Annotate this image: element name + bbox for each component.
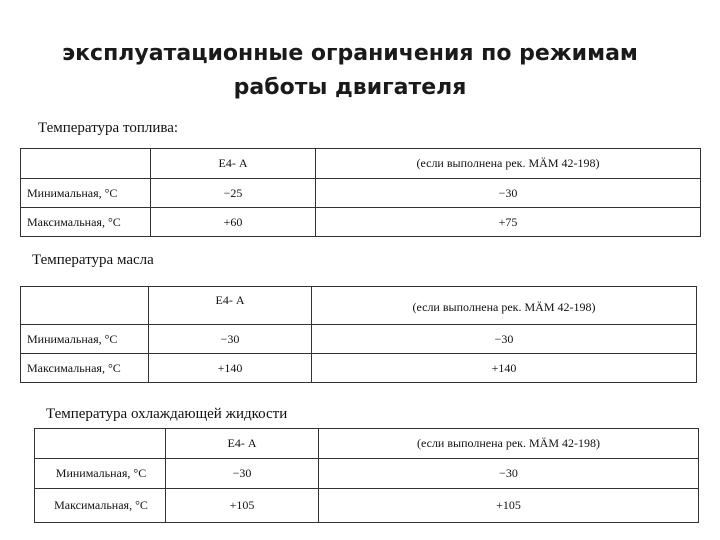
- table-row: [35, 459, 699, 489]
- table-row: [21, 179, 701, 208]
- header-cell-e4a: Е4- А: [151, 149, 316, 179]
- row-label: Минимальная, °С: [35, 459, 166, 489]
- table-row: [21, 325, 697, 354]
- header-cell-e4a: Е4- А: [166, 429, 319, 459]
- table-row: [21, 354, 697, 383]
- table-header-row: [35, 429, 699, 459]
- page-subtitle: работы двигателя: [233, 75, 467, 100]
- value-cell: −30: [316, 179, 701, 208]
- value-cell: −30: [319, 459, 699, 489]
- header-cell-empty: [21, 149, 151, 179]
- value-cell: +140: [312, 354, 697, 383]
- row-label: Максимальная, °С: [21, 208, 151, 237]
- value-cell: −30: [166, 459, 319, 489]
- row-label: Минимальная, °С: [21, 179, 151, 208]
- value-cell: −30: [312, 325, 697, 354]
- header-cell-recommendation: (если выполнена рек. MÄM 42-198): [316, 149, 701, 179]
- row-label: Минимальная, °С: [21, 325, 149, 354]
- value-cell: −30: [149, 325, 312, 354]
- row-label: Максимальная, °С: [21, 354, 149, 383]
- header-cell-e4a: Е4- А: [149, 287, 312, 325]
- value-cell: −25: [151, 179, 316, 208]
- table-header-row: [21, 287, 697, 325]
- table-row: [21, 208, 701, 237]
- coolant-temperature-table: [34, 428, 699, 523]
- section-title-coolant: Температура охлаждающей жидкости: [46, 406, 288, 422]
- value-cell: +105: [319, 489, 699, 523]
- header-cell-empty: [21, 287, 149, 325]
- header-cell-recommendation: (если выполнена рек. MÄM 42-198): [312, 287, 697, 325]
- value-cell: +60: [151, 208, 316, 237]
- fuel-temperature-table: [20, 148, 701, 237]
- page-title: эксплуатационные ограничения по режимам: [62, 41, 638, 66]
- header-cell-empty: [35, 429, 166, 459]
- oil-temperature-table: [20, 286, 697, 383]
- value-cell: +105: [166, 489, 319, 523]
- header-cell-recommendation: (если выполнена рек. MÄM 42-198): [319, 429, 699, 459]
- section-title-oil: Температура масла: [32, 252, 154, 268]
- value-cell: +140: [149, 354, 312, 383]
- value-cell: +75: [316, 208, 701, 237]
- row-label: Максимальная, °С: [35, 489, 166, 523]
- table-row: [35, 489, 699, 523]
- section-title-fuel: Температура топлива:: [38, 120, 179, 136]
- table-header-row: [21, 149, 701, 179]
